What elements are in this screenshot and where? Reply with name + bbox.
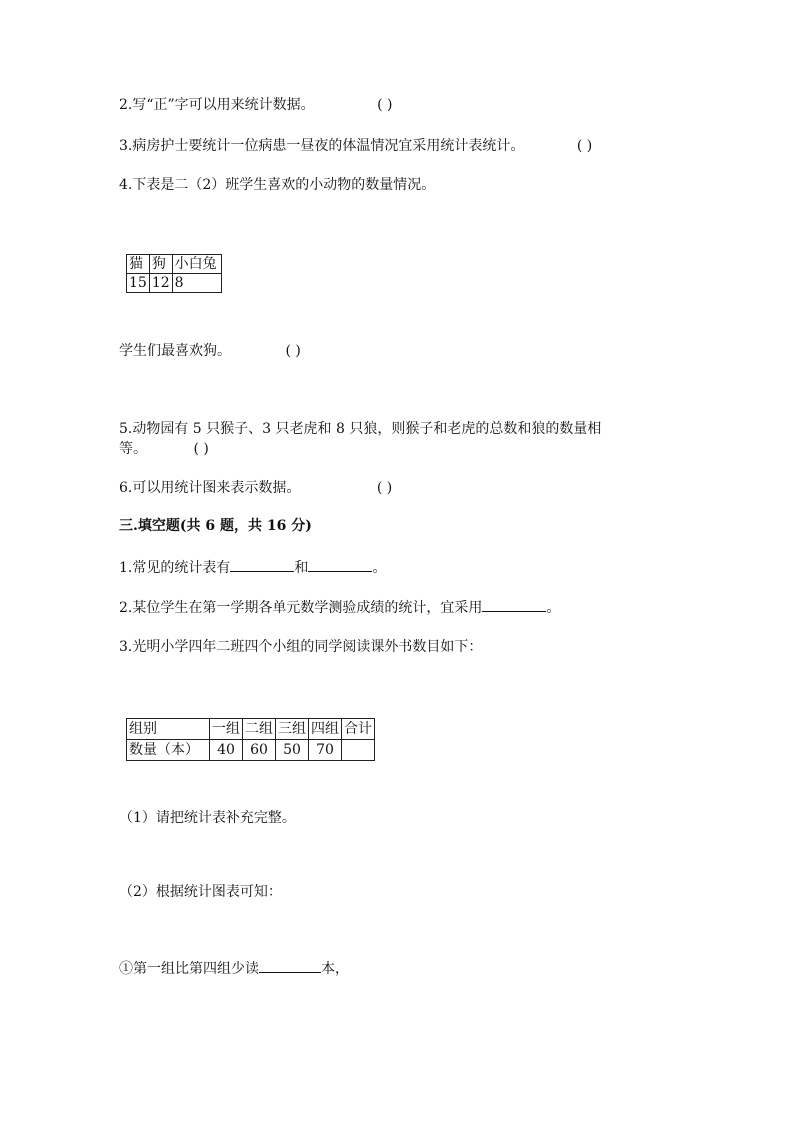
question-4 [119, 175, 435, 195]
table-cell: 狗 [149, 255, 172, 274]
answer-blank[interactable] [230, 557, 294, 572]
reading-table [126, 718, 375, 761]
statement-text: 学生们最喜欢狗。 [119, 343, 231, 359]
section-3-title: 三.填空题(共 6 题，共 16 分) [119, 518, 312, 534]
question-6 [119, 478, 392, 498]
table-cell: 一组 [210, 719, 243, 740]
question-5-text: 等。 [119, 441, 147, 457]
fill-text: 2.某位学生在第一学期各单元数学测验成绩的统计，宜采用 [119, 600, 483, 616]
table-cell: 二组 [243, 719, 276, 740]
question-6-text: 6.可以用统计图来表示数据。 [119, 480, 301, 496]
question-4-statement [119, 341, 301, 361]
table-cell: 40 [210, 740, 243, 761]
answer-paren: ( ) [376, 480, 393, 496]
table-row [127, 274, 222, 293]
fill-text: 1.常见的统计表有 [119, 560, 231, 576]
question-4-text: 4.下表是二（2）班学生喜欢的小动物的数量情况。 [119, 177, 436, 193]
table-cell: 50 [276, 740, 309, 761]
table-cell: 合计 [342, 719, 375, 740]
fill-question-2 [119, 597, 560, 618]
fill-text: 。 [372, 560, 387, 576]
table-cell: 组别 [127, 719, 210, 740]
table-row [127, 255, 222, 274]
table-cell: 四组 [309, 719, 342, 740]
fill-question-1 [119, 557, 386, 578]
fill-text: 。 [546, 600, 561, 616]
fill-question-3-sub1: （1）请把统计表补充完整。 [119, 810, 296, 826]
fill-question-3-sub3 [119, 958, 349, 979]
table-cell: 60 [243, 740, 276, 761]
table-cell: 70 [309, 740, 342, 761]
fill-text: 3.光明小学四年二班四个小组的同学阅读课外书数目如下： [119, 639, 483, 655]
answer-paren: ( ) [193, 441, 209, 457]
fill-text: 和 [294, 560, 309, 576]
fill-text: 本， [321, 961, 349, 977]
table-cell: 三组 [276, 719, 309, 740]
question-2-text: 2.写“正”字可以用来统计数据。 [119, 97, 315, 113]
animal-table [126, 254, 222, 293]
answer-blank[interactable] [308, 557, 372, 572]
table-row [127, 740, 375, 761]
fill-question-3-sub2: （2）根据统计图表可知： [119, 884, 282, 900]
fill-question-3 [119, 637, 482, 657]
table-cell: 猫 [127, 255, 150, 274]
question-3 [119, 136, 592, 156]
answer-blank[interactable] [482, 597, 546, 612]
table-row [127, 719, 375, 740]
table-cell: 小白兔 [172, 255, 221, 274]
question-5-line2 [119, 439, 209, 459]
table-cell: 12 [149, 274, 172, 293]
answer-paren: ( ) [285, 343, 301, 359]
fill-text: ①第一组比第四组少读 [119, 961, 259, 977]
question-3-text: 3.病房护士要统计一位病患一昼夜的体温情况宜采用统计表统计。 [119, 138, 525, 154]
table-cell: 8 [172, 274, 221, 293]
answer-blank[interactable] [259, 958, 321, 973]
question-5 [119, 419, 601, 439]
answer-paren: ( ) [576, 138, 593, 154]
table-cell: 15 [127, 274, 150, 293]
question-5-text: 5.动物园有 5 只猴子、3 只老虎和 8 只狼，则猴子和老虎的总数和狼的数量相 [119, 421, 602, 437]
table-cell: 数量（本） [127, 740, 210, 761]
question-2 [119, 95, 393, 115]
total-answer-cell[interactable] [342, 740, 375, 761]
answer-paren: ( ) [377, 97, 393, 113]
